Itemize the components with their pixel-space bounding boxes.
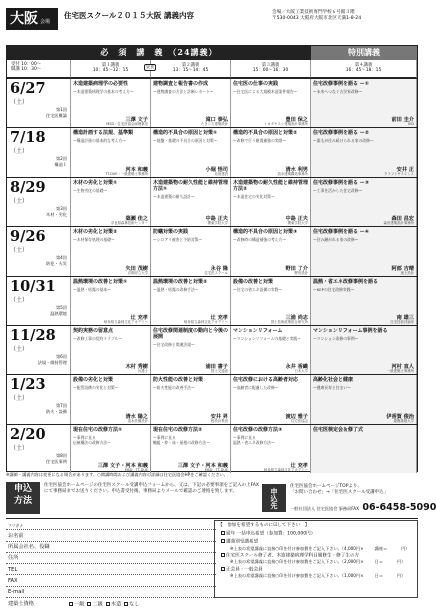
- lecture-cell: [231, 178, 311, 226]
- session-date: 6/27: [10, 80, 46, 97]
- footnote: ※講師・講義内容は変更になる場合があります。○開講時間および講義内容の詳細は住宅医協会HPをご確認ください。: [6, 472, 228, 477]
- option-line: [218, 531, 414, 538]
- lecturer-name: 滝口 泰弘: [205, 117, 228, 124]
- lecturer-name: 築瀬 佳之: [125, 216, 148, 223]
- lecture-title: 住宅医検定会＆修了式: [313, 426, 364, 433]
- lecture-cell: [311, 79, 417, 127]
- lecture-subtitle: ～改修で行う耐震補強の実際～: [233, 138, 287, 144]
- option-sub: ※上表の希望講義に直接○印を付け参加費をご記入下さい。（4,000円× 講座＝ 円）: [230, 545, 410, 551]
- lecturer-name: 渡辺 雅子: [285, 413, 308, 420]
- form-input[interactable]: [66, 519, 214, 529]
- lecturer-org: 住宅医協会: [291, 418, 308, 423]
- schedule-row: [7, 226, 417, 275]
- lecturer-org: 森田建築設計事務所: [383, 221, 414, 226]
- lecture-title: マンションリフォーム: [233, 328, 283, 334]
- lecture-subtitle: ～地盤・基礎の不具合の原因と対策～: [153, 138, 218, 144]
- lecturer-org: 住宅医スクール: [204, 270, 228, 275]
- session-topic: 構造１: [54, 162, 67, 168]
- session-date: 11/28: [10, 327, 56, 344]
- lecturer-org: 京都府立大学: [127, 270, 148, 275]
- lecture-cell: [151, 326, 231, 374]
- venue-line: 〒530-0043 大阪府大阪市北区天満1-8-24: [272, 15, 362, 21]
- field-label: E-mail: [8, 589, 25, 596]
- lunch-badge: 昼食: [146, 64, 154, 69]
- date-cell: [7, 178, 71, 226]
- session-topic: 住宅医概論: [46, 113, 67, 118]
- column-header: 第１講義 10：45～12：15 昼食: [71, 60, 151, 78]
- field-label: FAX: [8, 577, 18, 584]
- lecture-cell: [311, 178, 417, 226]
- lecture-title: 木材の劣化と対策①: [73, 179, 118, 186]
- lecturer-name: 豊田 保之: [285, 117, 308, 124]
- option-checkbox[interactable]: [221, 531, 225, 535]
- option-item: [218, 567, 414, 579]
- option-sub: ※上表の希望講義に直接○印を付け参加費をご記入下さい。（1,000円× 日＝ 円）: [230, 573, 406, 579]
- date-cell: [7, 277, 71, 325]
- license-checkbox[interactable]: [124, 602, 128, 606]
- option-label: 通年 一括申込希望（参加費：100,000円）: [226, 531, 316, 537]
- lecturer-org: 奈良県森林技術センター: [110, 221, 148, 226]
- lecturer-name: 辻 充孝: [290, 463, 308, 470]
- date-cell: [7, 128, 71, 176]
- lecturer-name: 安井 正: [396, 166, 414, 173]
- lecturer-name: 三澤 文子・河本 和義: [177, 463, 228, 470]
- lecturer-org: 清水建築構造事務所: [277, 171, 308, 176]
- lecture-cell: [231, 375, 311, 423]
- option-checkbox[interactable]: [221, 567, 225, 571]
- lecture-title: マンションリフォーム事例を語る: [313, 328, 388, 334]
- session-number: 第5回: [55, 304, 67, 310]
- option-checkbox[interactable]: [221, 539, 225, 543]
- lecture-title: 構造的不具合の原因と対策②: [233, 130, 298, 137]
- lecturer-org: 岐阜県立森林文化アカデミー: [183, 320, 228, 325]
- session-topic: 防犯・火災: [46, 261, 67, 267]
- lecturer-org: たきぐち建築設計: [200, 122, 228, 127]
- lecture-title: 設備の劣化と対策: [73, 377, 114, 384]
- lecturer-name: 中島 正夫: [285, 216, 308, 223]
- column-header: 第２講義 13：15～14：45: [151, 60, 231, 78]
- lecture-title: 現在住宅の改修方法①: [73, 426, 123, 433]
- options-head: 【 参加を希望するものに☑して下さい 】: [218, 523, 310, 528]
- lecture-cell: [231, 128, 311, 176]
- lecture-cell: [231, 277, 311, 325]
- lecture-subtitle: ～生物劣化の基礎～: [73, 187, 108, 193]
- license-option-label: 二級: [92, 601, 103, 608]
- schedule-row: [7, 424, 417, 473]
- lecturer-name: 河本 和義: [125, 166, 148, 173]
- lecturer-org: 岐阜県立森林文化アカデミー: [263, 468, 308, 473]
- license-label: 建築士資格: [8, 601, 34, 608]
- license-option-label: なし: [129, 601, 140, 608]
- session-number: 第6回: [55, 354, 67, 359]
- schedule-row: [7, 374, 417, 423]
- lecturer-org: 国土技術政策総合研究所: [270, 320, 308, 325]
- column-header: 第３講義 15：00～16：30: [231, 60, 311, 78]
- form-row: [6, 553, 216, 564]
- date-cell: [7, 425, 71, 473]
- contact-fax: [290, 503, 436, 514]
- session-number: 第7回: [55, 403, 67, 409]
- lecture-title: 防火性能の改善と対策: [153, 377, 204, 384]
- lecturer-name: 前田 圭介: [391, 117, 414, 124]
- lecturer-name: 永井 香織: [285, 364, 308, 371]
- session-weekday: （土）: [10, 346, 29, 353]
- session-weekday: （土）: [10, 99, 29, 106]
- lecture-cell: [231, 227, 311, 275]
- lecture-subtitle: ～構造計画の基本的な考え方～: [73, 138, 127, 144]
- lecturer-name: 浦田 書子: [205, 364, 228, 371]
- session-number: 第4回: [55, 255, 67, 261]
- option-sub: ※上表の希望講義に直接○印を付け参加費をご記入下さい。（2,000円× 日＝ 円）: [230, 559, 406, 565]
- lecturer-org: TT-DUE・一級建築士事務所: [105, 171, 148, 176]
- event-title: 住宅医スクール２０１５大阪 講義内容: [64, 11, 194, 20]
- session-topic: 木材・劣化: [46, 211, 67, 217]
- lecture-subtitle: ～高齢者に配慮した改修～: [233, 385, 279, 391]
- form-input[interactable]: [66, 587, 214, 597]
- fax-number: 06-6458-5090: [362, 502, 436, 513]
- session-weekday: （土）: [10, 296, 29, 304]
- lecture-subtitle: ～改修時の構造補強の考え方～: [233, 237, 287, 243]
- lecture-cell: [151, 375, 231, 423]
- lecturer-name: 安井 昇: [210, 413, 228, 420]
- lecture-cell: [151, 79, 231, 127]
- lecture-cell: [151, 227, 231, 275]
- lecture-subtitle: ～健康長寿と住まい～: [313, 385, 351, 391]
- lecture-subtitle: ～温熱・結露の基本～: [73, 286, 111, 292]
- apply-text: 住宅医協会ホームページの住宅医スクール受講申込フォームから、又は、下記の必要事項をご記入の上FAXにて事務局までお送りください。申込書受付後、事務局よりメールで確認のご連絡を致します。: [44, 483, 259, 495]
- form-input[interactable]: [66, 553, 214, 563]
- city-badge: [6, 8, 58, 30]
- lecturer-name: 三浦 尚志: [285, 315, 308, 322]
- session-number: 第3回: [55, 205, 67, 211]
- lecturer-name: 阿部 吉晴: [391, 265, 414, 272]
- lecturer-org: 関東学院大学: [287, 221, 308, 226]
- schedule-row: [7, 127, 417, 176]
- lecturer-name: 小堀 悟司: [205, 166, 228, 173]
- lecture-title: 構造計画する法規、基準類: [73, 130, 134, 137]
- lecture-cell: [71, 326, 151, 374]
- lecture-title: 高齢化社会と健康: [313, 377, 354, 384]
- lecture-title: 構造的不具合の原因と対策①: [153, 130, 218, 137]
- session-topic: 防火・設備: [46, 409, 67, 415]
- session-number: 第8回: [55, 452, 67, 458]
- lecture-cell: [71, 425, 151, 473]
- lecturer-org: 岐阜県立森林文化アカデミー: [103, 320, 148, 325]
- page-header: [0, 0, 424, 44]
- license-option-label: 木造: [110, 601, 122, 608]
- schedule-row: [7, 78, 417, 127]
- lecture-title: 木材の劣化と対策②: [73, 229, 118, 236]
- lecture-subtitle: ～建物調査の方法と診断レポート～: [153, 89, 214, 94]
- lecture-subtitle: ～マンション改修の事例～: [313, 336, 359, 341]
- lecture-cell: [151, 425, 231, 473]
- lecturer-name: 木村 秀樹: [125, 364, 148, 371]
- lecturer-name: 河村 直人: [391, 364, 414, 371]
- lecture-subtitle: ～KEPの住宅改修実践～: [313, 286, 355, 292]
- lecturer-name: 野田 了介: [285, 265, 308, 272]
- lecture-title: 木造建築物の耐久性能と維持管理方法②: [233, 179, 309, 192]
- lecture-title: 温熱環境の改善と対策②: [153, 278, 208, 285]
- lecture-subtitle: ～誰もが住み続けられる家の改修～: [313, 138, 374, 144]
- lecture-cell: [311, 425, 417, 473]
- option-checkbox[interactable]: [221, 553, 225, 557]
- lecture-cell: [71, 128, 151, 176]
- lecturer-name: 清水 利男: [285, 166, 308, 173]
- session-date: 9/26: [10, 228, 46, 246]
- lecture-cell: [151, 277, 231, 325]
- session-date: 8/29: [10, 178, 46, 196]
- contact-label: 申込先: [262, 484, 286, 512]
- form-input[interactable]: [66, 576, 214, 586]
- lecture-subtitle: ～住宅の省エネ設備の実際～: [233, 286, 283, 292]
- lecture-title: 住宅医の仕事の実践: [233, 81, 279, 87]
- lecture-title: 設備の改善と対策: [233, 278, 274, 285]
- session-date: 1/23: [10, 376, 46, 394]
- schedule-row: [7, 177, 417, 226]
- option-label: 住宅医スクール修了者、木造建築病理学科目履修生・修了生の方: [226, 553, 360, 559]
- lecture-subtitle: ～木材保存処理の基礎～: [73, 237, 115, 243]
- lecture-title: 住宅改修事例を語る ー①: [313, 81, 369, 87]
- form-input[interactable]: [66, 542, 214, 552]
- option-label: 正会員・一般会員: [226, 567, 263, 573]
- lecture-cell: [311, 128, 417, 176]
- lecturer-org: 日本大学: [294, 369, 308, 374]
- lecturer-name: 辻 充孝: [130, 315, 148, 322]
- lecturer-org: MSD・TT-DUE: [204, 468, 228, 473]
- lecture-cell: [71, 277, 151, 325]
- session-weekday: （土）: [10, 148, 29, 156]
- lecture-subtitle: ～木造住宅の劣化対策～: [233, 193, 275, 199]
- lecturer-name: 清水 陽之: [125, 413, 148, 420]
- lecturer-org: 風土設計: [400, 270, 414, 275]
- form-row: [6, 564, 216, 575]
- lecturer-org: クラフトサイエンス: [383, 171, 414, 176]
- lecture-subtitle: ～事例に見る 温熱・省エネ改修方法～: [233, 434, 275, 445]
- lecture-cell: [71, 375, 151, 423]
- license-options: [66, 602, 140, 608]
- schedule-row: [7, 276, 417, 325]
- lecturer-org: MSD・TT-DUE: [124, 468, 148, 473]
- lecture-title: 住宅改修事例を語る ー④: [313, 229, 369, 236]
- lecturer-name: 矢田 茂樹: [125, 265, 148, 272]
- session-topic: 温熱環境: [50, 310, 67, 316]
- option-item: [218, 531, 414, 538]
- lecture-title: 温熱・省エネ改修事例を語る: [313, 278, 379, 285]
- lecture-title: 住宅改修事例を語る ー③: [313, 179, 369, 186]
- required-lectures-head: 必 須 講 義 （24講義）: [7, 46, 311, 60]
- lecture-cell: [151, 128, 231, 176]
- lecturer-name: 伊香賀 俊治: [386, 413, 414, 420]
- lecturer-name: 南 雄三: [396, 315, 414, 322]
- special-lectures-head: 特別講義: [311, 46, 417, 60]
- apply-label: 申込 方法: [6, 482, 40, 514]
- lecture-cell: [151, 178, 231, 226]
- lecturer-name: 三澤 文子・河本 和義: [97, 463, 148, 470]
- lecture-subtitle: ～住み継がれる家の改修～: [313, 237, 359, 243]
- lecturer-org: 北島建設: [214, 171, 228, 176]
- license-row: [6, 598, 216, 609]
- schedule-row: [7, 325, 417, 374]
- option-label: 講義別受講希望: [226, 539, 259, 545]
- lecture-title: 住宅改修の改修方法③: [233, 426, 283, 433]
- lecture-cell: [71, 227, 151, 275]
- field-label: TEL: [8, 566, 18, 573]
- license-checkbox[interactable]: [106, 602, 110, 606]
- lecturer-org: MSD・住宅医協会副理事長: [106, 122, 148, 127]
- form-row: [6, 542, 216, 553]
- lecturer-name: 中島 正夫: [205, 216, 228, 223]
- lecture-subtitle: ～工事を活かした住宅改修～: [313, 187, 363, 193]
- contact-line: 住宅医協会ホームページTOPより、: [290, 484, 362, 489]
- lecturer-name: 辻 充孝: [210, 315, 228, 322]
- lecture-cell: [311, 227, 417, 275]
- session-date: 10/31: [10, 277, 56, 295]
- fax-prefix: 一般社団法人 住宅医協会 事務局FAX: [290, 506, 360, 511]
- lecture-subtitle: ～改修工事の契約トラブル～: [73, 336, 123, 341]
- lecture-subtitle: ～木造建築病理学の基本の考え方～: [73, 89, 134, 94]
- lecture-title: 住宅改修における高齢者対応: [233, 377, 299, 384]
- license-option-label: 一級: [74, 601, 85, 608]
- session-weekday: （土）: [10, 444, 29, 452]
- lecture-cell: [311, 326, 417, 374]
- lecture-subtitle: ～未来へつなぐ古民家改修～: [313, 89, 363, 94]
- lecture-subtitle: ～温熱・結露の改修手法～: [153, 286, 199, 292]
- license-checkbox[interactable]: [87, 602, 91, 606]
- lecture-subtitle: ～事例に見る 伝統構法の改修方法～: [73, 434, 111, 445]
- lecture-subtitle: ～住宅改修と関連法規～: [153, 342, 195, 347]
- lecture-title: 防蟻対策の実践: [153, 229, 189, 236]
- lecture-title: 住宅改修関連制度の動向と今後の展開: [153, 328, 229, 340]
- lecture-title: 建物調査と報告書の作成: [153, 81, 209, 87]
- lecturer-org: 桜設計集団: [211, 418, 228, 423]
- schedule-table: [6, 45, 418, 472]
- lecturer-org: 一級建築士事務所: [386, 369, 414, 374]
- lecture-subtitle: ～防火性能の改善手法～: [153, 385, 195, 391]
- form-row: [6, 587, 216, 598]
- contact-text: [290, 484, 420, 497]
- contact-line: 「お問い合わせ」→「住宅医スクール受講申込」: [290, 490, 389, 496]
- option-item: [218, 539, 414, 551]
- lecture-subtitle: ～事例に見る 軸組・枠・床・屋根の改修方法～: [153, 434, 210, 445]
- license-checkbox[interactable]: [69, 602, 73, 606]
- lecturer-name: 三澤 文子: [125, 117, 148, 124]
- lecture-cell: [311, 375, 417, 423]
- lecture-title: 住宅改修事例を語る ー②: [313, 130, 369, 137]
- lecturer-org: 関東学院大学: [207, 221, 228, 226]
- session-weekday: （土）: [10, 247, 29, 255]
- option-line: [218, 539, 414, 546]
- form-input[interactable]: [66, 564, 214, 574]
- lecture-title: 構造的不具合の原因と対策③: [233, 229, 298, 236]
- lecturer-org: 住宅技術評論家: [390, 320, 414, 325]
- lecture-title: 温熱環境の改善と対策①: [73, 278, 128, 285]
- session-date: 2/20: [10, 425, 46, 443]
- venue-info: [272, 10, 418, 22]
- options-list: [218, 531, 414, 579]
- lecturer-org: 慶應義塾大学: [393, 418, 414, 423]
- lecturer-org: UID: [407, 122, 414, 127]
- lecture-cell: [71, 178, 151, 226]
- lecture-subtitle: ～住宅医による大規模木造案件報告～: [233, 89, 298, 94]
- session-weekday: （土）: [10, 197, 29, 205]
- session-date: 7/18: [10, 129, 46, 147]
- badge-city: 大阪: [10, 10, 38, 27]
- session-weekday: （土）: [10, 395, 29, 403]
- lecturer-org: 国土交通省: [211, 369, 228, 374]
- lecture-subtitle: ～マンションリフォームの基礎と実践～: [233, 336, 301, 341]
- field-label: お名前: [8, 532, 24, 539]
- option-item: [218, 553, 414, 565]
- date-cell: [7, 227, 71, 275]
- date-cell: [7, 375, 71, 423]
- form-row: [6, 530, 216, 541]
- session-topic: 住宅医事例: [46, 458, 67, 464]
- lecturer-org: 清水設備設計: [127, 418, 148, 423]
- lecturer-org: トヨダヤスシ建築設計事務所: [263, 122, 308, 127]
- lecture-cell: [231, 425, 311, 473]
- lecturer-name: 森田 昌宏: [391, 216, 414, 223]
- lecture-title: 木造建築物の耐久性能と維持管理方法①: [153, 179, 229, 192]
- session-topic: 法規・維持管理: [37, 360, 67, 365]
- form-row: [6, 519, 216, 530]
- lecture-subtitle: ～シロアリ被害と予防対策～: [153, 237, 203, 243]
- field-label: フリガナ: [8, 522, 23, 528]
- date-cell: [7, 326, 71, 374]
- participation-options: [214, 520, 418, 598]
- badge-sub: 会場: [40, 18, 51, 25]
- lecture-title: 現在住宅の改修方法②: [153, 426, 203, 433]
- lecture-subtitle: ～配管設備の劣化と対策～: [73, 385, 119, 391]
- column-header: 受付 10：00～ 開講 10：30～: [7, 60, 71, 78]
- lecture-cell: [311, 277, 417, 325]
- field-label: 所属会社名、役職: [8, 543, 50, 550]
- column-header: 第４講義 16：45～18：15: [311, 60, 417, 78]
- lecturer-org: 野田設計: [294, 270, 308, 275]
- date-cell: [7, 79, 71, 127]
- venue-line: 会場／大阪工業技術専門学校６号館３階: [272, 10, 355, 15]
- session-number: 第2回: [55, 156, 67, 162]
- lecture-title: 木造建築病理学の必要性: [73, 81, 129, 87]
- lecture-title: 契約実務の留意点: [73, 328, 114, 334]
- lecture-cell: [71, 79, 151, 127]
- form-input[interactable]: [66, 530, 214, 540]
- form-row: [6, 576, 216, 587]
- field-label: 住所: [8, 555, 19, 562]
- session-number: 第1回: [55, 107, 67, 112]
- lecture-cell: [231, 79, 311, 127]
- lecture-subtitle: ～木造建築の耐久設計～: [153, 193, 195, 199]
- lecture-cell: [231, 326, 311, 374]
- lecturer-org: 弁護士: [137, 369, 148, 374]
- lecturer-name: 永谷 隆: [210, 265, 228, 272]
